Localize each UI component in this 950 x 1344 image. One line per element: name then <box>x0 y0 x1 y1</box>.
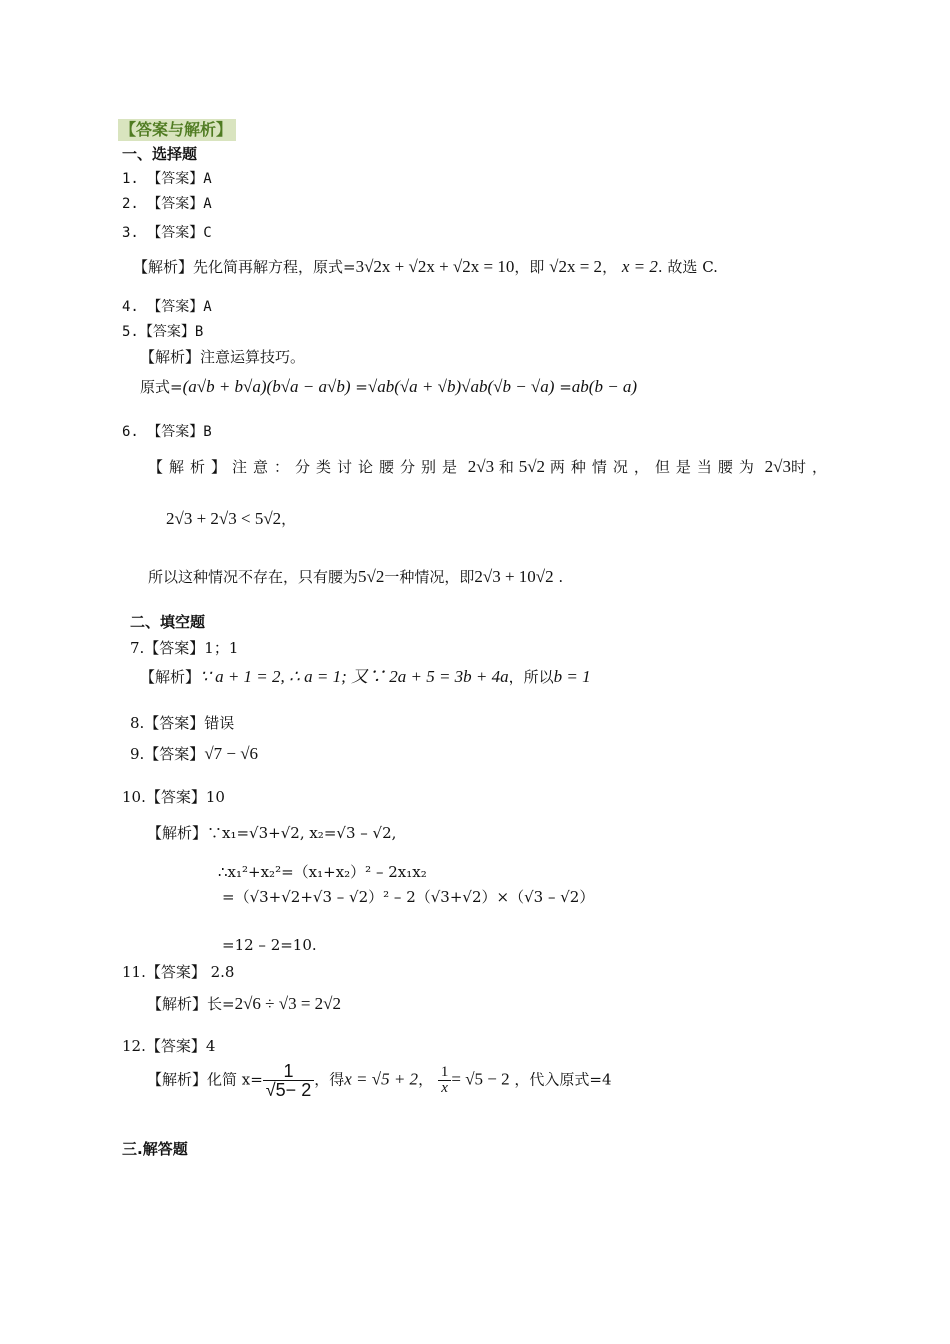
q12-fraction-numerator: 1 <box>263 1062 314 1081</box>
q12-sep: ， <box>418 1070 434 1089</box>
q6-and: 和 <box>498 458 514 476</box>
q3-explanation-lead: 【解析】先化简再解方程，原式= <box>133 258 356 276</box>
q12-conclusion: ，代入原式=4 <box>514 1070 612 1089</box>
q10-result: =12 – 2=10. <box>222 936 317 954</box>
q10-answer: 10.【答案】10 <box>122 788 225 806</box>
q9-answer <box>130 745 258 762</box>
answer-analysis-title: 【答案与解析】 <box>118 119 236 141</box>
q9-value: √7 − √6 <box>204 744 259 763</box>
q7-answer: 7.【答案】1；1 <box>130 639 239 657</box>
q6-leg1: 2√3 <box>467 457 495 476</box>
q5-expr2: √ab(√a + √b)√ab(√b − √a) <box>367 377 555 396</box>
q6-leg4: 5√2 <box>358 567 385 586</box>
q5-eq2: = <box>559 378 572 396</box>
q6-cases: 两种情况，但是当腰为 <box>549 458 760 476</box>
q3-sep1: ，即 <box>514 258 545 276</box>
q6-when: 时， <box>790 458 833 476</box>
q6-lead: 【解析】注意：分类讨论腰分别是 <box>148 458 464 476</box>
q7-result: b = 1 <box>553 667 591 686</box>
q6-leg3: 2√3 <box>764 457 791 476</box>
q12-reciprocal-value: = √5 − 2 <box>451 1069 510 1089</box>
q6-period: . <box>558 568 564 586</box>
q5-derivation <box>140 378 637 395</box>
q8-answer: 8.【答案】错误 <box>130 714 235 732</box>
q6-inequality-line <box>166 510 296 527</box>
q2-answer: 2. 【答案】A <box>122 196 212 212</box>
q7-equation: ∵ a + 1 = 2, ∴ a = 1; 又∵ 2a + 5 = 3b + 4a <box>200 667 509 686</box>
section-choice-heading: 一、选择题 <box>122 145 198 163</box>
q5-expr3: ab(b − a) <box>571 377 638 396</box>
q6-inequality: 2√3 + 2√3 < 5√2 <box>166 509 282 528</box>
section-fill-heading: 二、填空题 <box>130 613 206 631</box>
q4-answer: 4. 【答案】A <box>122 299 212 315</box>
q5-expr1: (a√b + b√a)(b√a − a√b) <box>182 377 351 396</box>
q3-sep2: ， <box>602 258 618 276</box>
q12-fraction <box>263 1062 314 1099</box>
q6-conclusion-lead: 所以这种情况不存在，只有腰为 <box>148 568 359 586</box>
q10-explanation: 【解析】∵x₁=√3+√2, x₂=√3 – √2, <box>147 824 397 842</box>
q12-get: ，得 <box>314 1070 345 1089</box>
q7-mid: ，所以 <box>508 668 554 686</box>
q5-explanation: 【解析】注意运算技巧。 <box>140 348 306 366</box>
q9-label: 9.【答案】 <box>130 745 205 763</box>
section-solve-heading: 三.解答题 <box>122 1140 188 1158</box>
q11-equation: 2√6 ÷ √3 = 2√2 <box>234 994 341 1013</box>
q3-conclusion: . 故选 C. <box>657 258 718 276</box>
q6-comma: ， <box>281 510 297 528</box>
q3-answer: 3. 【答案】C <box>122 225 212 241</box>
q12-reciprocal-denominator: x <box>441 1080 448 1096</box>
q12-lead: 【解析】化简 x= <box>147 1070 263 1089</box>
q11-lead: 【解析】长= <box>147 995 235 1013</box>
q12-answer: 12.【答案】4 <box>122 1037 216 1055</box>
q5-lead: 原式= <box>140 378 183 396</box>
q6-answer: 6. 【答案】B <box>122 424 212 440</box>
q10-line2: ∴x₁²+x₂²=（x₁+x₂）² – 2x₁x₂ <box>218 863 427 881</box>
q3-solution: x = 2 <box>621 257 658 276</box>
q6-explanation <box>148 458 833 475</box>
q5-eq1: = <box>355 378 368 396</box>
q11-explanation <box>147 995 341 1012</box>
q12-reciprocal <box>438 1065 452 1096</box>
q1-answer: 1. 【答案】A <box>122 171 212 187</box>
q7-explanation <box>140 668 591 685</box>
q3-explanation <box>133 258 718 275</box>
q12-fraction-denominator: √5− 2 <box>265 1080 312 1100</box>
q3-equation: 3√2x + √2x + √2x = 10 <box>355 257 515 276</box>
q5-answer: 5.【答案】B <box>122 324 204 340</box>
q12-x-value: x = √5 + 2 <box>344 1069 419 1089</box>
q12-reciprocal-numerator: 1 <box>438 1065 452 1081</box>
q11-answer: 11.【答案】 2.8 <box>122 963 235 981</box>
q6-perimeter: 2√3 + 10√2 <box>474 567 554 586</box>
q6-conclusion <box>148 568 563 585</box>
q12-explanation <box>147 1062 612 1099</box>
q7-lead: 【解析】 <box>140 668 201 686</box>
q10-line3: =（√3+√2+√3 – √2）² – 2（√3+√2）×（√3 – √2） <box>222 888 595 906</box>
q3-step: √2x = 2 <box>549 257 603 276</box>
q6-one-case: 一种情况，即 <box>384 568 475 586</box>
q6-leg2: 5√2 <box>518 457 546 476</box>
